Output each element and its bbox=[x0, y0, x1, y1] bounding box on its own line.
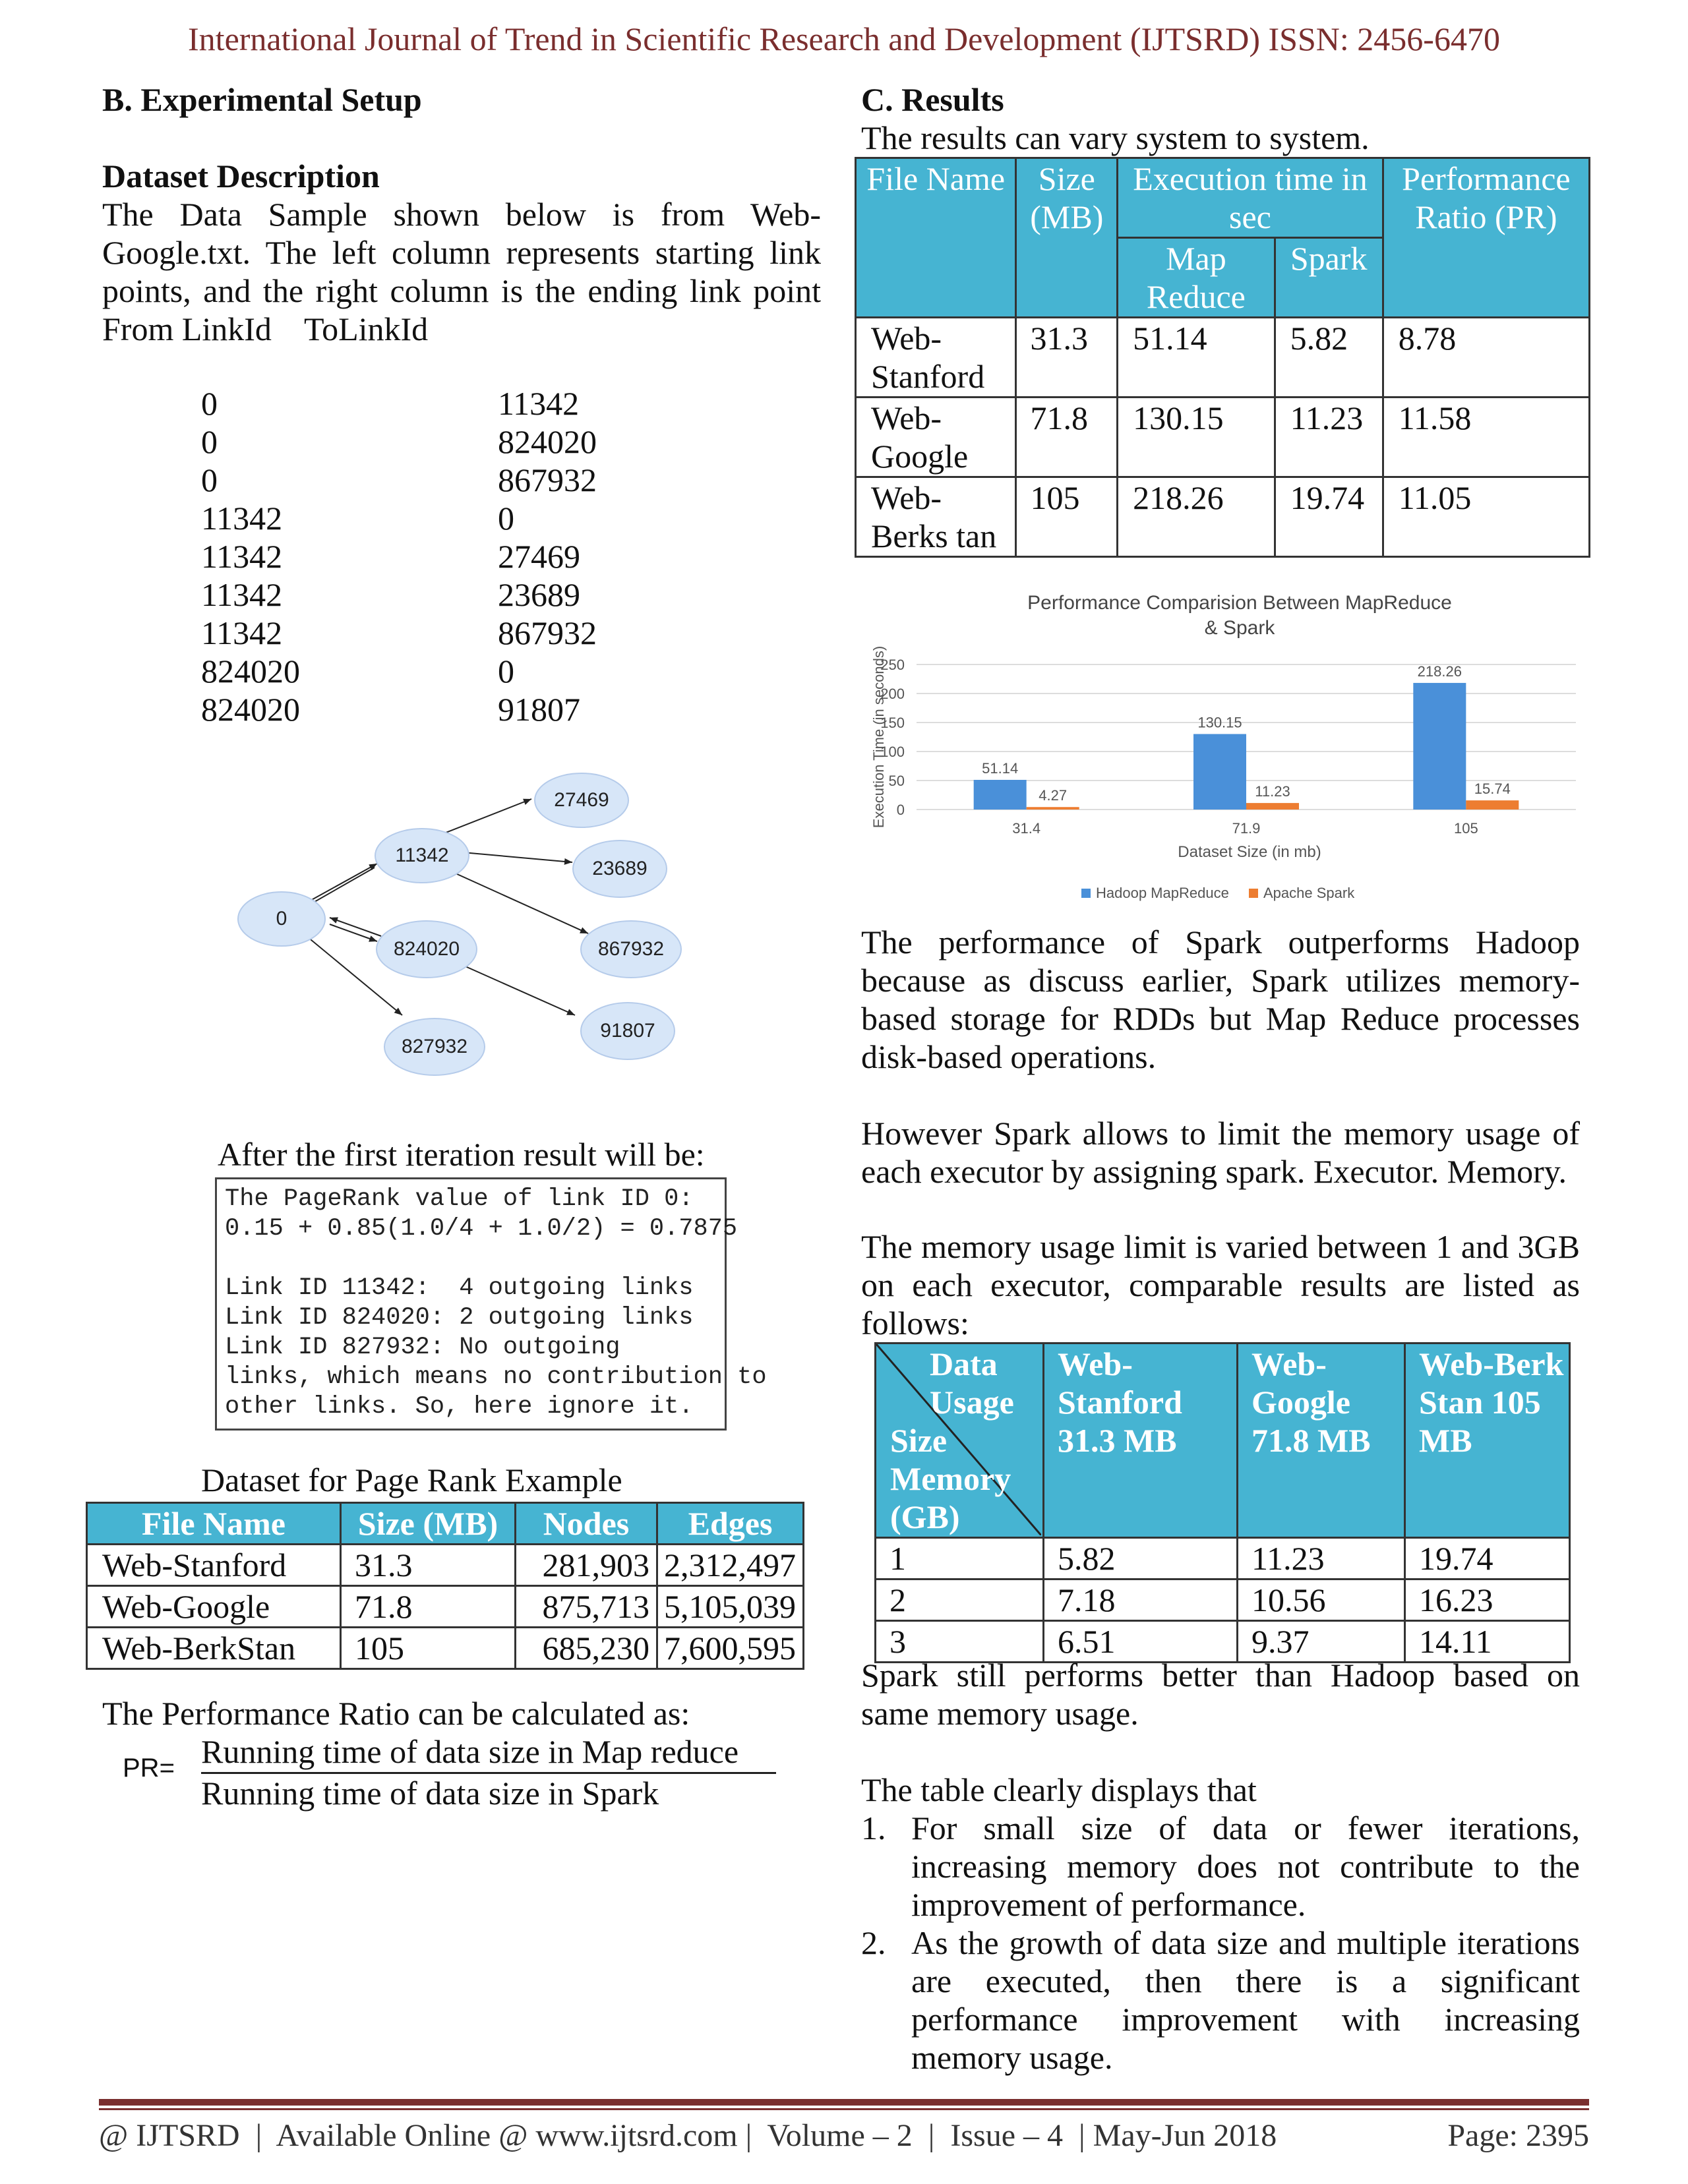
table-cell: 51.14 bbox=[1118, 318, 1275, 398]
paragraph-line: follows: bbox=[861, 1305, 969, 1342]
table-header: Execution time in sec bbox=[1118, 158, 1383, 238]
table-row bbox=[856, 398, 1590, 477]
link-list bbox=[201, 384, 597, 728]
paragraph-performance bbox=[861, 923, 1580, 1076]
list-text bbox=[911, 1809, 1580, 1924]
table-cell: 8.78 bbox=[1383, 318, 1589, 398]
corner-bottom-label: Size Memory (GB) bbox=[890, 1422, 1011, 1535]
chart-x-tick-label: 71.9 bbox=[1232, 820, 1261, 837]
paragraph-memory-limit bbox=[861, 1114, 1580, 1191]
table-cell: 11.23 bbox=[1238, 1538, 1405, 1579]
edge-0-11342 bbox=[303, 864, 377, 904]
dataset-description-title: Dataset Description bbox=[102, 158, 380, 194]
paragraph-line: However Spark allows to limit the memory usage of bbox=[861, 1115, 1580, 1152]
table-cell: 71.8 bbox=[1016, 398, 1118, 477]
pr-denominator: Running time of data size in Spark bbox=[201, 1775, 659, 1812]
table-cell: Web-Google bbox=[856, 398, 1016, 477]
section-title-experimental-setup: B. Experimental Setup bbox=[102, 81, 422, 118]
footer-rule bbox=[99, 2099, 1589, 2106]
chart-data-label: 130.15 bbox=[1197, 714, 1242, 731]
table-cell: 130.15 bbox=[1118, 398, 1275, 477]
link-row bbox=[201, 652, 597, 690]
table-header: Map Reduce bbox=[1118, 238, 1275, 318]
table-cell: 5.82 bbox=[1275, 318, 1383, 398]
to-link: 867932 bbox=[498, 461, 597, 498]
table-header: Web-Stanford 31.3 MB bbox=[1044, 1343, 1238, 1538]
to-link: 23689 bbox=[498, 576, 580, 613]
chart-bar bbox=[1413, 683, 1466, 810]
to-link: 91807 bbox=[498, 691, 580, 728]
table-header: Size (MB) bbox=[341, 1503, 516, 1545]
table-cell: 9.37 bbox=[1238, 1621, 1405, 1663]
table-cell: 19.74 bbox=[1405, 1538, 1570, 1579]
table-cell: 11.23 bbox=[1275, 398, 1383, 477]
table-cell: 7.18 bbox=[1044, 1579, 1238, 1621]
chart-bar bbox=[1193, 734, 1246, 810]
table-cell: 2,312,497 bbox=[657, 1545, 804, 1586]
paragraph-same-memory bbox=[861, 1656, 1580, 1732]
table-cell: 14.11 bbox=[1405, 1621, 1570, 1663]
list-item bbox=[861, 1924, 1580, 2077]
chart-y-axis-label: Execution Time (in seconds) bbox=[870, 645, 887, 829]
paragraph-line: same memory usage. bbox=[861, 1695, 1139, 1732]
chart-y-tick-label: 50 bbox=[888, 773, 905, 789]
link-row bbox=[201, 384, 597, 423]
chart-x-tick-label: 31.4 bbox=[1012, 820, 1041, 837]
table-header-row bbox=[876, 1343, 1570, 1538]
table-corner-header bbox=[876, 1343, 1044, 1538]
pr-intro: The Performance Ratio can be calculated as: bbox=[102, 1695, 690, 1732]
table-header-row bbox=[856, 158, 1590, 238]
table-header: Web-Google 71.8 MB bbox=[1238, 1343, 1405, 1538]
link-row bbox=[201, 423, 597, 461]
chart-data-label: 11.23 bbox=[1255, 783, 1290, 800]
journal-header: International Journal of Trend in Scientific Research and Development (IJTSRD) ISSN: 2456-6470 bbox=[188, 20, 1500, 57]
graph-node: 27469 bbox=[534, 773, 629, 828]
graph-node: 91807 bbox=[580, 1002, 675, 1060]
table-cell: 105 bbox=[1016, 477, 1118, 557]
link-row bbox=[201, 499, 597, 537]
table-cell: 31.3 bbox=[1016, 318, 1118, 398]
table-cell: 2 bbox=[876, 1579, 1044, 1621]
desc-line: Google.txt. The left column represents starting link bbox=[102, 234, 821, 271]
table-cell: 218.26 bbox=[1118, 477, 1275, 557]
to-link: 11342 bbox=[498, 385, 580, 422]
from-link: 824020 bbox=[201, 691, 300, 728]
to-link: 27469 bbox=[498, 538, 580, 575]
corner-top-label: Data Usage bbox=[930, 1345, 1014, 1421]
to-link: 0 bbox=[498, 653, 514, 690]
paragraph-memory-range bbox=[861, 1227, 1580, 1342]
table-header: File Name bbox=[856, 158, 1016, 318]
table-cell: Web-Google bbox=[87, 1586, 341, 1628]
graph-node: 23689 bbox=[572, 840, 667, 898]
list-line: For small size of data or fewer iterations, bbox=[911, 1810, 1580, 1846]
chart-x-axis-label: Dataset Size (in mb) bbox=[1178, 843, 1321, 861]
results-intro: The results can vary system to system. bbox=[861, 119, 1370, 156]
list-number: 1. bbox=[861, 1810, 886, 1846]
chart-y-tick-label: 200 bbox=[880, 686, 905, 702]
paragraph-line: The memory usage limit is varied between 1 and 3GB bbox=[861, 1228, 1580, 1265]
table-header: Edges bbox=[657, 1503, 804, 1545]
footer-journal-info: @ IJTSRD | Available Online @ www.ijtsrd.com | Volume – 2 | Issue – 4 | May-Jun 2018 bbox=[99, 2118, 1277, 2153]
chart-svg bbox=[857, 587, 1582, 916]
table-row bbox=[856, 318, 1590, 398]
list-line: memory usage. bbox=[911, 2039, 1113, 2076]
table-cell: 6.51 bbox=[1044, 1621, 1238, 1663]
table-row bbox=[856, 477, 1590, 557]
table-cell: 5,105,039 bbox=[657, 1586, 804, 1628]
paragraph-line: each executor by assigning spark. Executor. Memory. bbox=[861, 1153, 1567, 1190]
chart-data-label: 4.27 bbox=[1039, 787, 1068, 804]
table-row bbox=[87, 1545, 804, 1586]
list-line: performance improvement with increasing bbox=[911, 2001, 1580, 2038]
pagerank-code-box: The PageRank value of link ID 0: 0.15 + 0.85(1.0/4 + 1.0/2) = 0.7875 Link ID 11342: 4 outgoing links Link ID 824020: 2 outgoing links Link ID 827932: No outgoing links, which means no contribution to other links. So, here ignore it. bbox=[215, 1177, 727, 1431]
dataset-table-title: Dataset for Page Rank Example bbox=[201, 1461, 622, 1498]
link-row bbox=[201, 537, 597, 576]
table-header: File Name bbox=[87, 1503, 341, 1545]
table-row bbox=[876, 1538, 1570, 1579]
memory-table bbox=[874, 1342, 1571, 1663]
graph-node: 827932 bbox=[384, 1018, 485, 1076]
list-text bbox=[911, 1924, 1580, 2077]
paragraph-line: disk-based operations. bbox=[861, 1038, 1157, 1075]
chart-y-tick-label: 100 bbox=[880, 744, 905, 760]
list-line: are executed, then there is a significant bbox=[911, 1963, 1580, 1999]
after-iteration-text: After the first iteration result will be: bbox=[218, 1136, 705, 1173]
graph-node: 867932 bbox=[580, 920, 682, 978]
from-link: 0 bbox=[201, 385, 218, 422]
pr-label: PR= bbox=[123, 1754, 175, 1783]
table-header: Spark bbox=[1275, 238, 1383, 318]
chart-data-label: 218.26 bbox=[1417, 663, 1462, 680]
table-cell: 11.58 bbox=[1383, 398, 1589, 477]
graph-node: 11342 bbox=[375, 828, 469, 883]
chart-bar bbox=[1027, 807, 1079, 810]
chart-x-tick-label: 105 bbox=[1453, 820, 1478, 837]
link-row bbox=[201, 614, 597, 652]
paragraph-line: based storage for RDDs but Map Reduce processes bbox=[861, 1000, 1580, 1037]
pr-formula bbox=[201, 1732, 776, 1812]
table-cell: 875,713 bbox=[516, 1586, 657, 1628]
table-cell: Web-Stanford bbox=[856, 318, 1016, 398]
to-link: 824020 bbox=[498, 423, 597, 460]
to-link: 0 bbox=[498, 500, 514, 537]
link-row bbox=[201, 461, 597, 499]
table-cell: 685,230 bbox=[516, 1628, 657, 1669]
chart-y-tick-label: 250 bbox=[880, 657, 905, 673]
table-cell: 281,903 bbox=[516, 1545, 657, 1586]
from-link: 824020 bbox=[201, 653, 300, 690]
table-row bbox=[87, 1628, 804, 1669]
chart-legend-swatch bbox=[1249, 889, 1258, 898]
table-header: Size (MB) bbox=[1016, 158, 1118, 318]
desc-line: points, and the right column is the ending link point bbox=[102, 272, 821, 309]
dataset-table bbox=[86, 1502, 804, 1670]
paragraph-line: because as discuss earlier, Spark utilizes memory- bbox=[861, 962, 1580, 999]
chart-y-tick-label: 150 bbox=[880, 715, 905, 731]
from-link: 11342 bbox=[201, 614, 283, 651]
list-line: increasing memory does not contribute to the bbox=[911, 1848, 1580, 1885]
chart-bar bbox=[974, 780, 1027, 810]
table-cell: Web-Stanford bbox=[87, 1545, 341, 1586]
section-title-results: C. Results bbox=[861, 81, 1004, 118]
chart-bar bbox=[1246, 803, 1299, 810]
table-header: Performance Ratio (PR) bbox=[1383, 158, 1589, 318]
chart-legend-swatch bbox=[1081, 889, 1091, 898]
performance-chart bbox=[857, 587, 1582, 916]
table-cell: 11.05 bbox=[1383, 477, 1589, 557]
chart-bar bbox=[1466, 800, 1519, 810]
table-row bbox=[87, 1586, 804, 1628]
chart-legend-label: Hadoop MapReduce bbox=[1096, 885, 1229, 901]
desc-line: The Data Sample shown below is from Web- bbox=[102, 196, 821, 233]
conclusion-list bbox=[861, 1809, 1580, 2077]
table-header-row bbox=[87, 1503, 804, 1545]
table-cell: 1 bbox=[876, 1538, 1044, 1579]
footer-page-number: Page: 2395 bbox=[1447, 2118, 1589, 2153]
table-cell: 5.82 bbox=[1044, 1538, 1238, 1579]
link-graph bbox=[224, 758, 699, 1088]
link-columns-header: From LinkId ToLinkId bbox=[102, 310, 429, 347]
table-row bbox=[876, 1579, 1570, 1621]
from-link: 0 bbox=[201, 423, 218, 460]
footer-rule-thin bbox=[99, 2108, 1589, 2110]
paragraph-table-displays: The table clearly displays that bbox=[861, 1771, 1257, 1808]
chart-data-label: 51.14 bbox=[982, 759, 1019, 777]
from-link: 11342 bbox=[201, 538, 283, 575]
footer bbox=[99, 2117, 1589, 2154]
graph-node: 0 bbox=[237, 891, 326, 947]
to-link: 867932 bbox=[498, 614, 597, 651]
list-line: improvement of performance. bbox=[911, 1886, 1306, 1923]
paragraph-line: on each executor, comparable results are listed as bbox=[861, 1266, 1580, 1303]
link-row bbox=[201, 576, 597, 614]
table-cell: 7,600,595 bbox=[657, 1628, 804, 1669]
chart-title: Performance Comparision Between MapReduce bbox=[1027, 592, 1452, 614]
paragraph-line: The performance of Spark outperforms Hadoop bbox=[861, 924, 1580, 960]
from-link: 0 bbox=[201, 461, 218, 498]
chart-legend-label: Apache Spark bbox=[1263, 885, 1355, 901]
table-cell: 19.74 bbox=[1275, 477, 1383, 557]
from-link: 11342 bbox=[201, 500, 283, 537]
list-number: 2. bbox=[861, 1924, 886, 1961]
table-cell: 71.8 bbox=[341, 1586, 516, 1628]
from-link: 11342 bbox=[201, 576, 283, 613]
table-cell: 31.3 bbox=[341, 1545, 516, 1586]
table-cell: 3 bbox=[876, 1621, 1044, 1663]
pr-numerator: Running time of data size in Map reduce bbox=[201, 1732, 776, 1774]
paragraph-line: Spark still performs better than Hadoop based on bbox=[861, 1657, 1580, 1694]
link-row bbox=[201, 690, 597, 728]
graph-node: 824020 bbox=[376, 920, 477, 978]
list-line: As the growth of data size and multiple iterations bbox=[911, 1924, 1580, 1961]
table-cell: 16.23 bbox=[1405, 1579, 1570, 1621]
results-table bbox=[855, 157, 1590, 558]
table-cell: Web-BerkStan bbox=[87, 1628, 341, 1669]
table-cell: Web-Berks tan bbox=[856, 477, 1016, 557]
chart-data-label: 15.74 bbox=[1474, 781, 1511, 798]
table-header: Nodes bbox=[516, 1503, 657, 1545]
chart-title: & Spark bbox=[1204, 617, 1275, 639]
table-header: Web-Berk Stan 105 MB bbox=[1405, 1343, 1570, 1538]
table-cell: 105 bbox=[341, 1628, 516, 1669]
table-cell: 10.56 bbox=[1238, 1579, 1405, 1621]
list-item bbox=[861, 1809, 1580, 1924]
dataset-description-text bbox=[102, 195, 821, 348]
chart-y-tick-label: 0 bbox=[896, 802, 905, 818]
